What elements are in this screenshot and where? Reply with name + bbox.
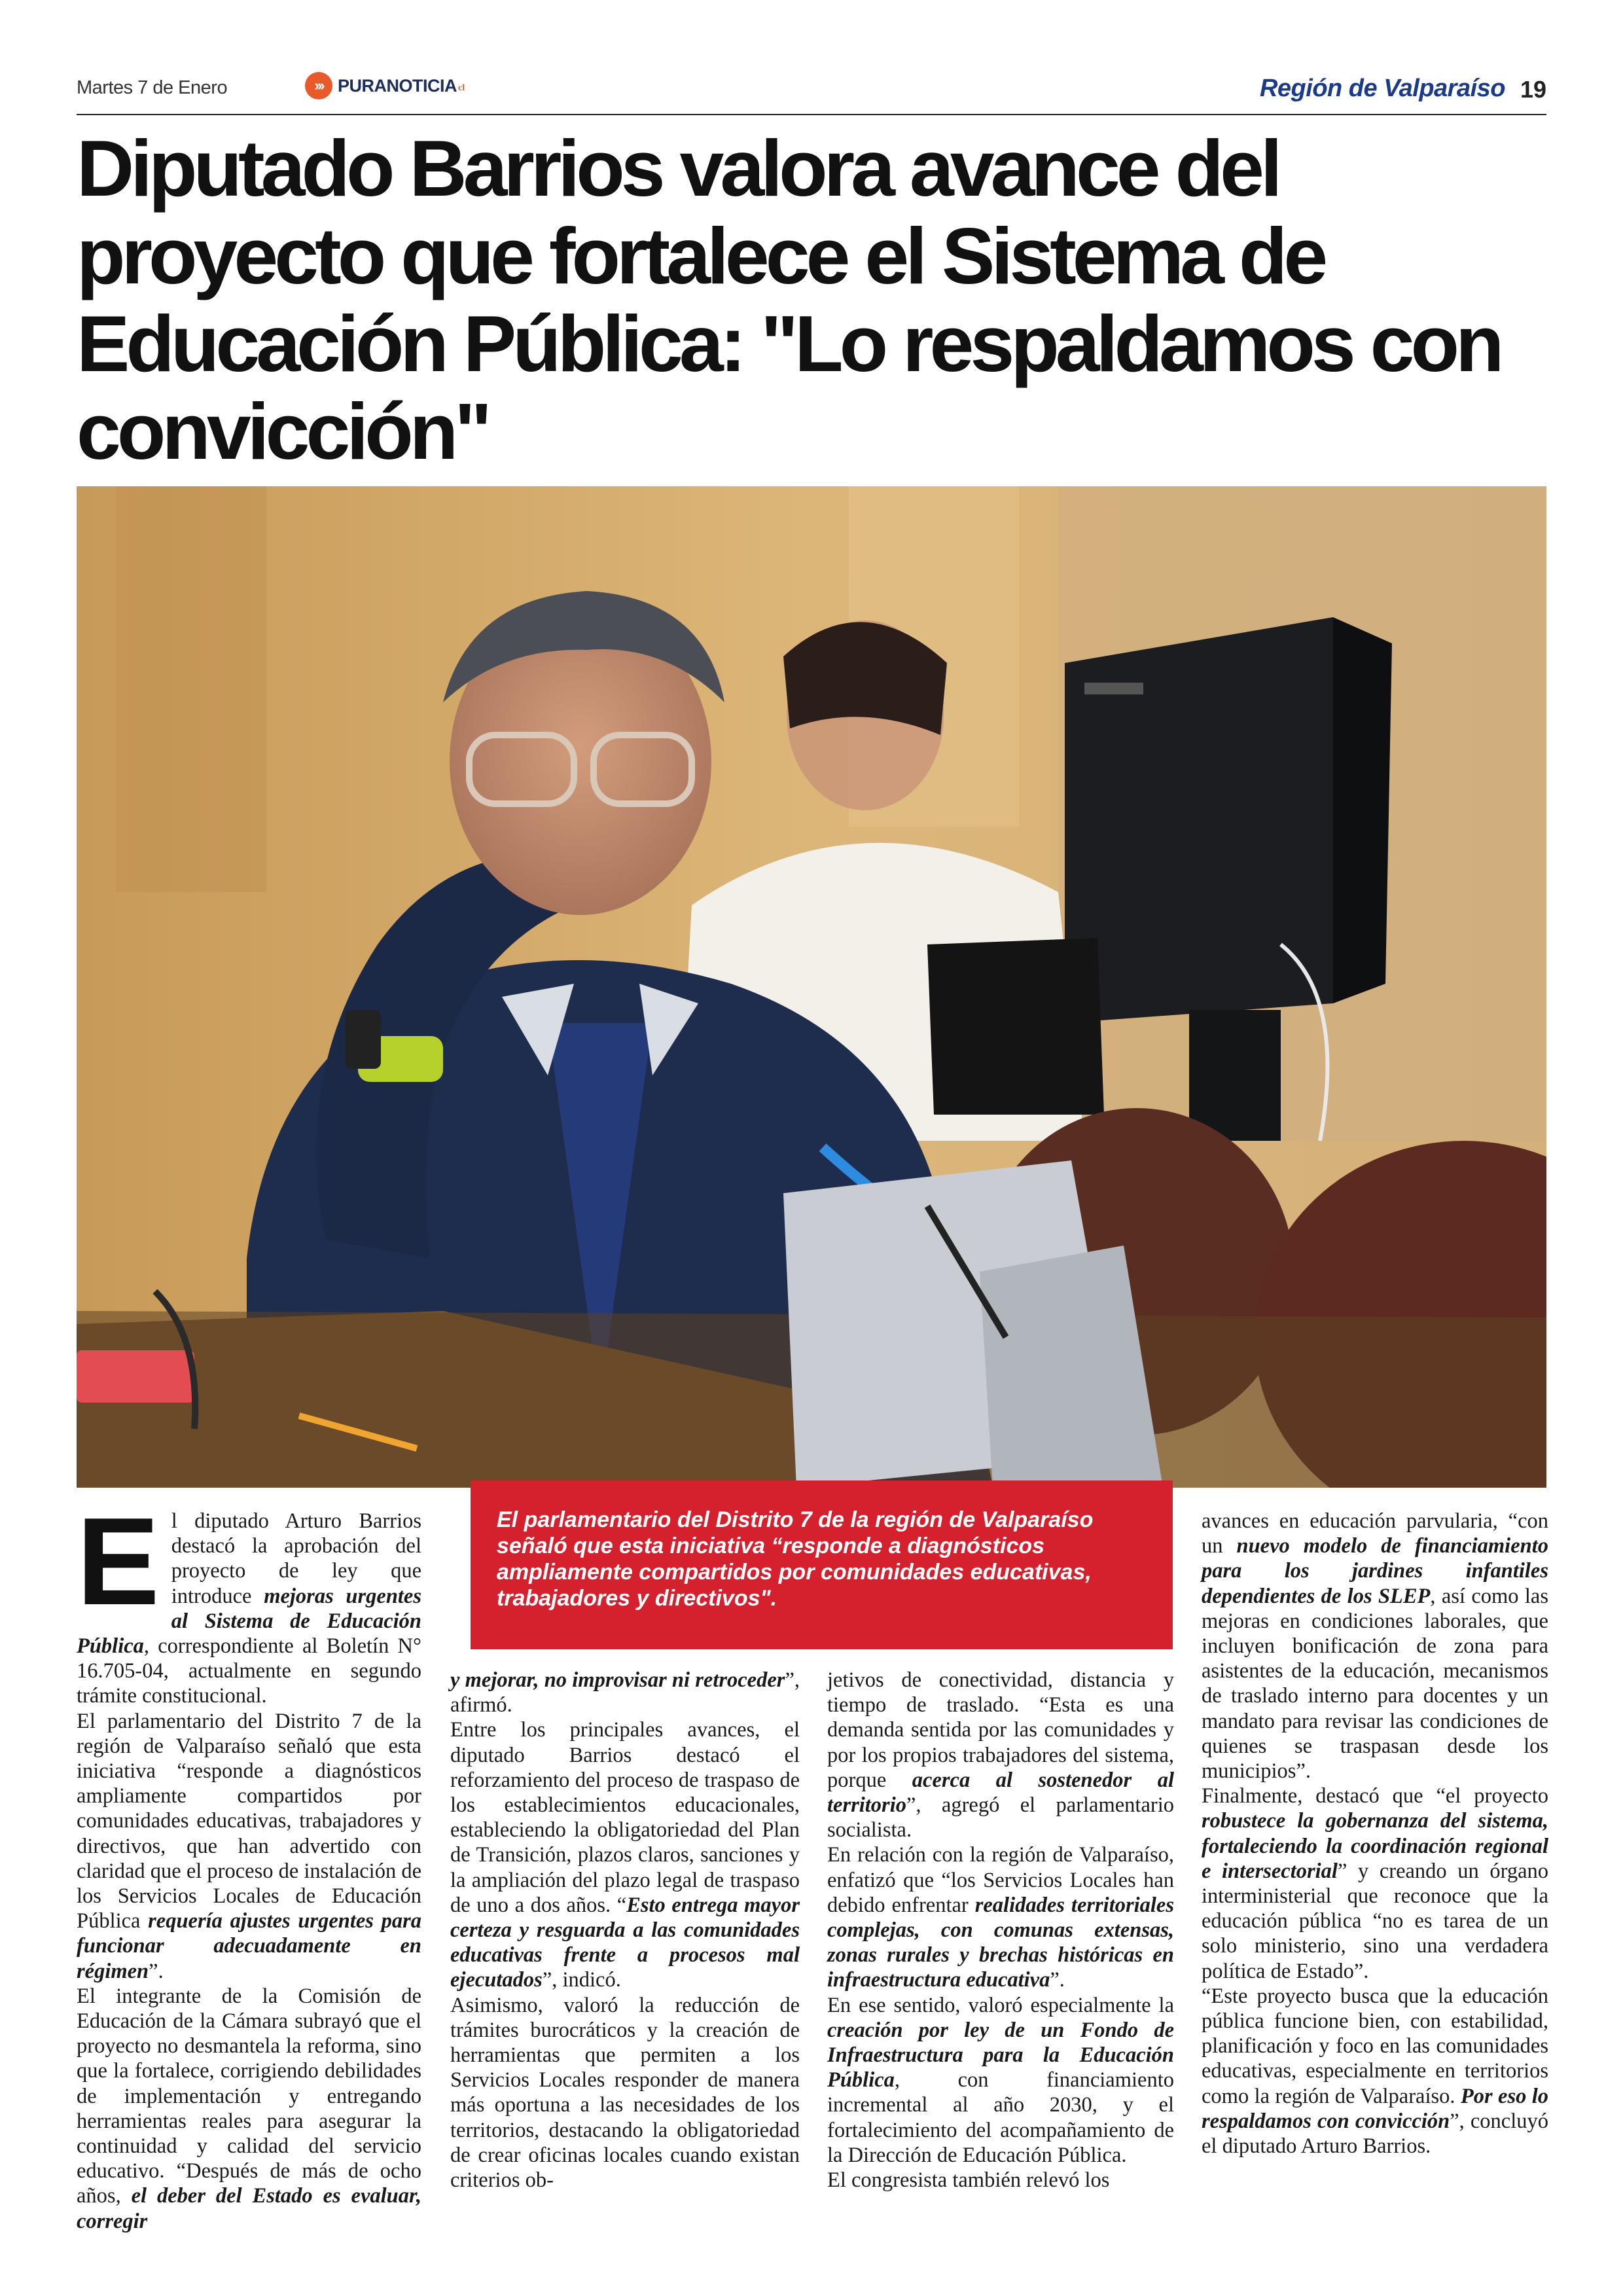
text-run: Entre los principales avances, el diputado Barrios destacó el reforzamiento del proceso de traspaso de los establecimientos educacionales, estableciendo la obligatoriedad del Plan de Transición, plazos claros, sanciones y la ampliación del plazo legal de traspaso de uno a dos años. “ [450, 1718, 800, 1917]
bold-text-run: acerca al sostenedor al territorio [827, 1768, 1174, 1818]
text-run: ” y creando un órgano interministerial que reconoce que la educación pública “no es tarea de un solo ministerio, sino una verdadera política de Estado”. [1202, 1859, 1549, 1983]
paragraph [1202, 1984, 1548, 2159]
text-run: jetivos de conectividad, distancia y tiempo de traslado. “Esta es una demanda sentida por las comunidades y por los propios trabajadores del sistema, porque [827, 1668, 1174, 1792]
paragraph: Asimismo, valoró la reducción de trámites burocráticos y la creación de herramientas que permiten a los Servicios Locales responder de manera más oportuna a las necesidades de los territorios, destacando la obligatoriedad de crear oficinas locales cuando existan criterios ob- [450, 1993, 800, 2193]
publication-logo [305, 72, 465, 99]
text-run: En ese sentido, valoró especialmente la [827, 1993, 1174, 2017]
text-run: , correspondiente al Boletín N° 16.705-04, actualmente en segundo trámite constitucional. [77, 1634, 421, 1708]
bold-text-run: Por eso lo respaldamos con convicción [1202, 2084, 1548, 2133]
bold-text-run: mejoras urgentes al Sistema de Educación Pública [77, 1584, 422, 1659]
page-number: 19 [1520, 76, 1546, 103]
section-title: Región de Valparaíso [1259, 75, 1505, 102]
text-run: ”. [1050, 1968, 1065, 1992]
bold-text-run: Esto entrega mayor certeza y resguarda a las comunidades educativas frente a procesos mal ejecutados [450, 1893, 800, 1992]
paragraph [77, 1984, 421, 2234]
article-column-2 [450, 1668, 800, 2193]
paragraph [1202, 1509, 1548, 1784]
text-run: , con financiamiento incremental al año 2030, y el fortalecimiento del acompañamiento de la Dirección de Educación Pública. [827, 2068, 1174, 2167]
bold-text-run: nuevo modelo de financiamiento para los jardines infantiles dependientes de los SLEP [1202, 1534, 1548, 1608]
bold-text-run: y mejorar, no improvisar ni retroceder [450, 1668, 785, 1692]
play-arrows-icon: ››› [305, 72, 332, 99]
bold-text-run: realidades territoriales complejas, con comunas extensas, zonas rurales y brechas históricas en infraestructura educativa [827, 1893, 1175, 1992]
text-run: ”, concluyó el diputado Arturo Barrios. [1202, 2109, 1548, 2159]
text-run: , así como las mejoras en condiciones laborales, que incluyen bonificación de zona para asistentes de la educación, mecanismos de traslado interno para docentes y un mandato para revisar las condiciones de quienes se traspasan desde los municipios”. [1202, 1584, 1548, 1784]
paragraph [450, 1717, 800, 1992]
paragraph [827, 1842, 1174, 1992]
text-run: ”, afirmó. [450, 1668, 800, 1717]
text-run: En relación con la región de Valparaíso, enfatizó que “los Servicios Locales han debido enfrentar [827, 1843, 1174, 1917]
bold-text-run: robustece la gobernanza del sistema, fortaleciendo la coordinación regional e intersectorial [1202, 1809, 1548, 1883]
bold-text-run: creación por ley de un Fondo de Infraestructura para la Educación Pública [827, 2018, 1174, 2092]
lead-paragraph [77, 1492, 422, 1709]
article-column-3 [827, 1668, 1174, 2193]
paragraph [450, 1668, 800, 1717]
text-run: Finalmente, destacó que “el proyecto [1202, 1784, 1548, 1808]
text-run: “Este proyecto busca que la educación pública funcione bien, con estabilidad, planificación y foco en las comunidades educativas, especialmente en territorios como la región de Valparaíso. [1202, 1984, 1548, 2108]
bold-text-run: requería ajustes urgentes para funcionar adecuadamente en régimen [77, 1909, 421, 1983]
text-run: ”, agregó el parlamentario socialista. [827, 1793, 1174, 1842]
dropcap: E [77, 1492, 160, 1631]
paragraph: El congresista también relevó los [827, 2168, 1110, 2193]
paragraph [1202, 1784, 1548, 1984]
text-run: ”. [149, 1959, 164, 1983]
paragraph [77, 1709, 421, 1984]
text-run: ”, indicó. [542, 1968, 621, 1992]
logo-text: PURANOTICIA [338, 75, 457, 96]
headline: Diputado Barrios valora avance del proyecto que fortalece el Sistema de Educación Pública: "Lo respaldamos con convicción" [77, 124, 1501, 476]
text-run: El parlamentario del Distrito 7 de la región de Valparaíso señaló que esta iniciativa “responde a diagnósticos ampliamente compartidos por comunidades educativas, trabajadores y directivos, que han advertido con claridad que el proceso de instalación de los Servicios Locales de Educación Pública [77, 1709, 421, 1933]
header-rule [77, 114, 1546, 115]
bold-text-run: el deber del Estado es evaluar, corregir [77, 2184, 421, 2233]
logo-suffix: cl [458, 83, 465, 93]
article-photo [77, 486, 1546, 1488]
issue-date: Martes 7 de Enero [77, 77, 228, 98]
pull-quote-callout: El parlamentario del Distrito 7 de la región de Valparaíso señaló que esta iniciativa “responde a diagnósticos ampliamente compartidos por comunidades educativas, trabajadores y directivos". [471, 1480, 1173, 1649]
paragraph [827, 1668, 1174, 1842]
paragraph [827, 1993, 1174, 2168]
article-column-4 [1202, 1509, 1548, 2159]
text-run: avances en educación parvularia, “con un [1202, 1509, 1548, 1558]
text-run: l diputado Arturo Barrios destacó la aprobación del proyecto de ley que introduce [171, 1509, 421, 1608]
text-run: El integrante de la Comisión de Educación de la Cámara subrayó que el proyecto no desmantela la reforma, sino que la fortalece, corrigiendo debilidades de implementación y entregando herramientas reales para asegurar la continuidad y calidad del servicio educativo. “Después de más de ocho años, [77, 1984, 421, 2208]
article-column-1 [77, 1492, 422, 2234]
